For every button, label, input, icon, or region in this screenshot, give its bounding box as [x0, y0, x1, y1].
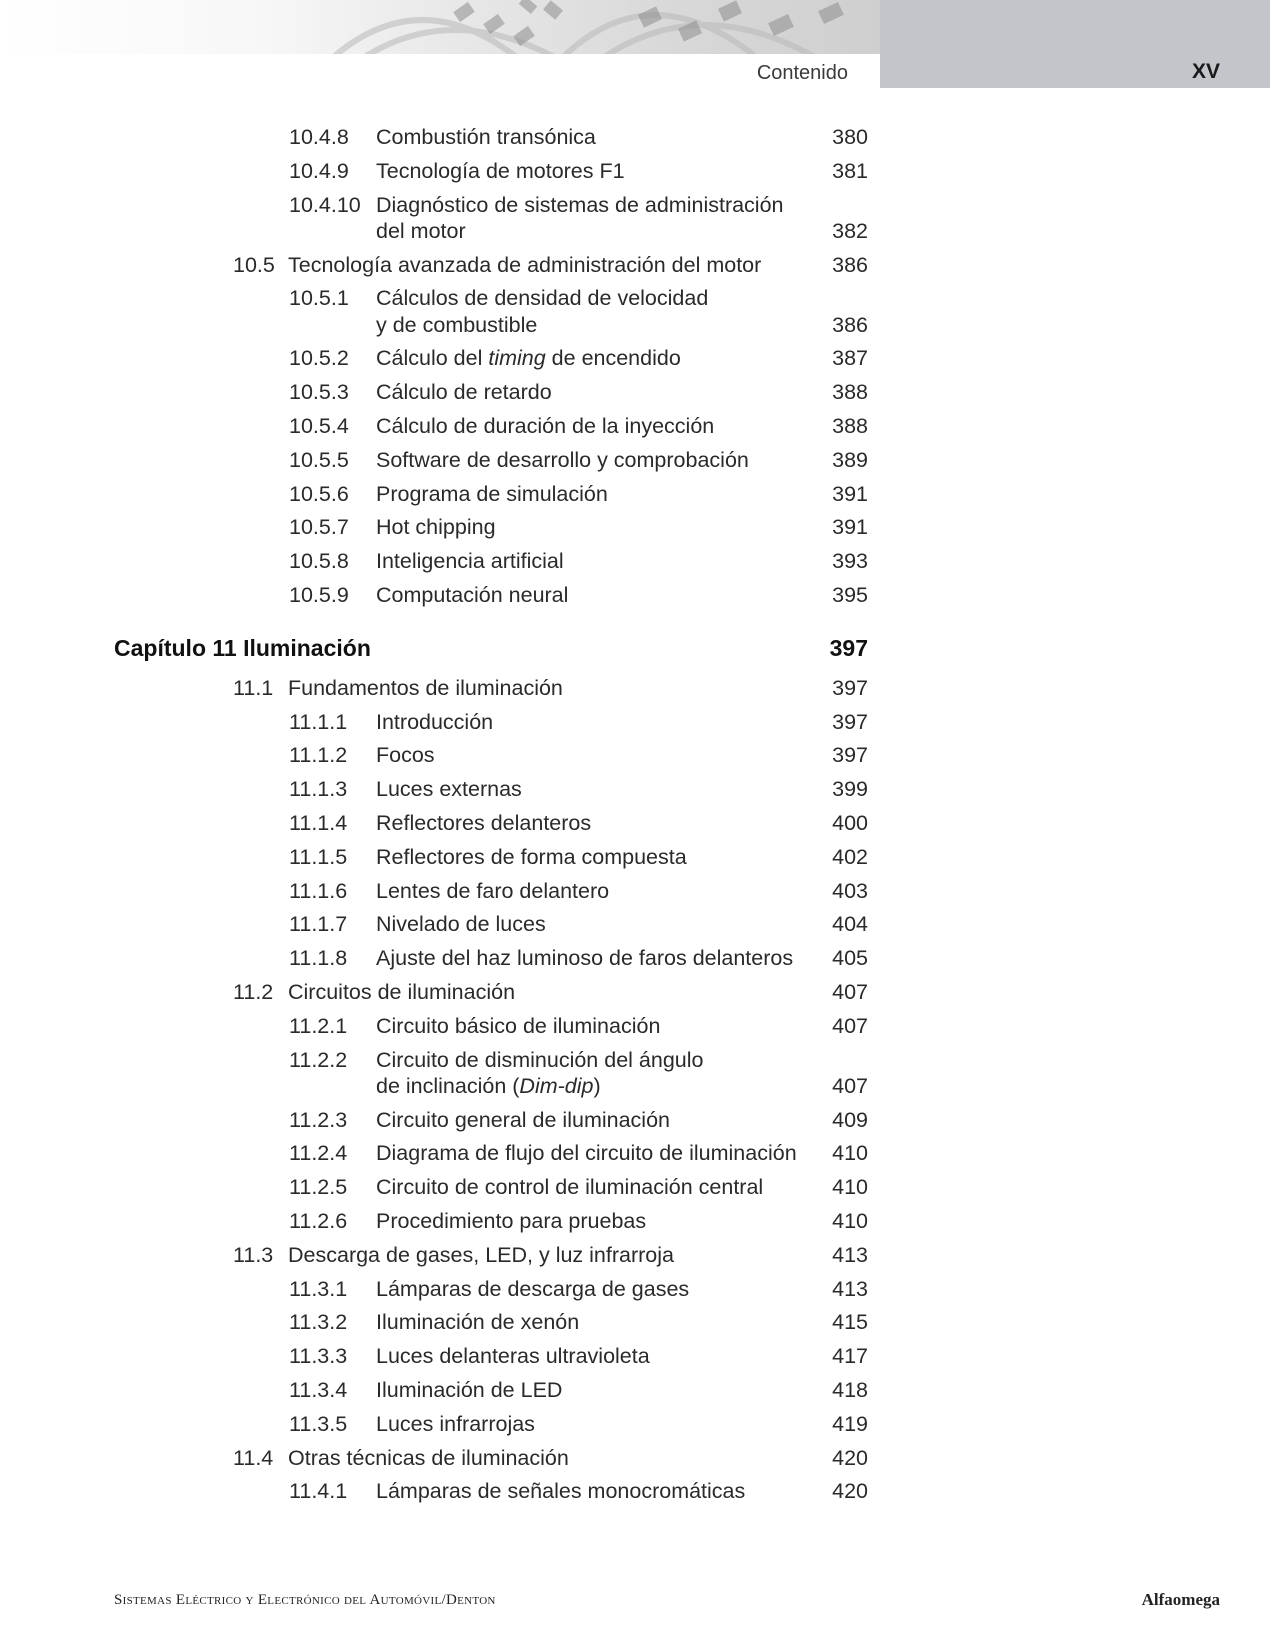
- toc-section-title: [376, 945, 793, 972]
- toc-section-title: [376, 1140, 797, 1167]
- toc-section-number: 10.5.9: [289, 583, 349, 607]
- toc-section-title: [376, 1174, 763, 1201]
- toc-section-number: 10.5.1: [289, 286, 349, 311]
- toc-title-line: Luces delanteras ultravioleta: [376, 1344, 650, 1369]
- toc-section-number: 11.1.6: [289, 878, 348, 903]
- toc-title-line: Circuito básico de iluminación: [376, 1013, 661, 1038]
- toc-page-number: 397: [832, 675, 868, 700]
- toc-section-title: [376, 1013, 660, 1040]
- toc-section-number: 10.5.2: [289, 346, 349, 371]
- toc-section-number: 11.2: [233, 980, 274, 1004]
- toc-section-number: 11.1.2: [289, 743, 348, 768]
- toc-section-title: [288, 1242, 674, 1269]
- toc-title-line: Procedimiento para pruebas: [376, 1209, 647, 1233]
- toc-title-line: Otras técnicas de iluminación: [288, 1445, 569, 1470]
- toc-title-line: Iluminación de LED: [376, 1378, 563, 1402]
- toc-section-number: 11.1: [233, 675, 274, 700]
- toc-title-line: y de combustible: [376, 312, 538, 337]
- toc-page-number: 410: [832, 1141, 868, 1166]
- toc-page-number: 407: [832, 1073, 868, 1098]
- toc-page-number: 420: [832, 1445, 868, 1470]
- toc-section-title: [376, 158, 625, 185]
- toc-page-number: 397: [832, 743, 868, 768]
- toc-section-number: 10.5.6: [289, 481, 349, 506]
- toc-title-line: Cálculo de duración de la inyección: [376, 414, 715, 438]
- page-number: XV: [1191, 60, 1220, 83]
- toc-page-number: 413: [832, 1242, 868, 1267]
- toc-page-number: 382: [832, 218, 868, 243]
- toc-page-number: 397: [832, 709, 868, 734]
- toc-page-number: 393: [832, 549, 868, 574]
- toc-section-title: [376, 878, 609, 905]
- toc-page-number: 415: [832, 1310, 868, 1335]
- toc-title-line: Software de desarrollo y comprobación: [376, 447, 749, 472]
- toc-section-title: [376, 1478, 745, 1505]
- toc-title-line: Focos: [376, 743, 435, 768]
- toc-section-number: 11.1.7: [289, 912, 348, 937]
- toc-section-number: 10.5: [233, 252, 275, 277]
- toc-title-line: Programa de simulación: [376, 481, 608, 506]
- toc-section-number: 11.2.5: [289, 1175, 348, 1200]
- toc-section-number: 11.2.3: [289, 1107, 348, 1132]
- toc-section-number: 11.3.3: [289, 1344, 348, 1369]
- toc-section-title: [376, 1411, 535, 1438]
- toc-page-number: 386: [832, 312, 868, 337]
- toc-page-number: 387: [832, 346, 868, 371]
- toc-chapter-title: Capítulo 11 Iluminación: [114, 634, 371, 661]
- toc-section-number: 10.5.4: [289, 414, 349, 438]
- toc-title-line: Inteligencia artificial: [376, 549, 564, 574]
- toc-page-number: 410: [832, 1209, 868, 1233]
- toc-title-line: Tecnología avanzada de administración del motor: [288, 252, 762, 277]
- toc-section-number: 11.4.1: [289, 1479, 348, 1504]
- toc-title-line: de inclinación (Dim-dip): [376, 1073, 601, 1098]
- toc-section-title: [376, 124, 596, 151]
- toc-section-number: 11.1.4: [289, 811, 348, 835]
- toc-section-number: 11.2.1: [289, 1013, 348, 1038]
- toc-page-number: 391: [832, 481, 868, 506]
- toc-title-line: Reflectores de forma compuesta: [376, 844, 687, 869]
- toc-page-number: 404: [832, 912, 868, 937]
- toc-section-title: [376, 1377, 562, 1404]
- toc-section-title: [376, 285, 708, 338]
- toc-title-line: Iluminación de xenón: [376, 1310, 580, 1335]
- toc-section-number: 11.2.6: [289, 1209, 348, 1233]
- toc-page-number: 402: [832, 844, 868, 869]
- toc-title-line: Circuitos de iluminación: [288, 980, 516, 1004]
- toc-section-title: [376, 548, 564, 575]
- toc-section-title: [376, 582, 568, 609]
- toc-title-line: Tecnología de motores F1: [376, 158, 625, 183]
- toc-page-number: 391: [832, 515, 868, 540]
- toc-section-number: 10.4.10: [289, 192, 361, 217]
- toc-title-line: Circuito de control de iluminación central: [376, 1175, 764, 1200]
- toc-page-number: 381: [832, 158, 868, 183]
- toc-title-line: Lentes de faro delantero: [376, 878, 610, 903]
- toc-section-number: 10.5.5: [289, 447, 349, 472]
- toc-page-number: 405: [832, 946, 868, 971]
- toc-section-number: 11.1.1: [289, 709, 348, 734]
- toc-page-number: 410: [832, 1175, 868, 1200]
- footer-book-title: Sistemas Eléctrico y Electrónico del Automóvil/Denton: [114, 1592, 496, 1608]
- toc-section-number: 11.1.3: [289, 777, 348, 802]
- toc-section-number: 11.3.5: [289, 1411, 348, 1436]
- footer-publisher: Alfaomega: [1141, 1590, 1220, 1609]
- toc-page-number: 413: [832, 1276, 868, 1301]
- toc-title-line: Introducción: [376, 709, 494, 734]
- toc-page-number: 388: [832, 380, 868, 405]
- toc-title-line: Reflectores delanteros: [376, 811, 592, 835]
- toc-page-number: 388: [832, 414, 868, 438]
- toc-title-line: Diagnóstico de sistemas de administración: [376, 192, 784, 217]
- toc-section-number: 11.1.8: [289, 946, 348, 971]
- toc-section-title: [376, 379, 552, 406]
- toc-page-number: 380: [832, 125, 868, 149]
- toc-section-title: [376, 1107, 670, 1134]
- toc-title-line: Circuito general de iluminación: [376, 1107, 670, 1132]
- toc-section-title: [288, 252, 761, 279]
- toc-section-title: [288, 675, 563, 702]
- toc-title-line: Cálculos de densidad de velocidad: [376, 286, 709, 311]
- toc-section-number: 10.5.3: [289, 380, 349, 405]
- toc-title-line: Lámparas de señales monocromáticas: [376, 1479, 746, 1504]
- running-head: Contenido: [756, 62, 848, 84]
- toc-title-line: Ajuste del haz luminoso de faros delanteros: [376, 946, 794, 971]
- toc-section-title: [376, 1208, 646, 1235]
- toc-title-line: Luces externas: [376, 777, 522, 802]
- toc-section-number: 11.3.4: [289, 1378, 348, 1402]
- toc-section-title: [376, 345, 681, 372]
- toc-title-line: Descarga de gases, LED, y luz infrarroja: [288, 1242, 674, 1267]
- toc-title-line: Hot chipping: [376, 515, 496, 540]
- toc-page-number: 409: [832, 1107, 868, 1132]
- toc-page-number: 386: [832, 252, 868, 277]
- toc-title-line: Combustión transónica: [376, 125, 596, 149]
- toc-section-number: 10.5.7: [289, 515, 349, 540]
- toc-section-title: [288, 979, 515, 1006]
- toc-section-number: 11.3.1: [289, 1276, 348, 1301]
- toc-section-title: [288, 1445, 569, 1472]
- toc-section-number: 10.5.8: [289, 549, 349, 574]
- toc-page-number: 403: [832, 878, 868, 903]
- toc-section-title: [376, 1276, 689, 1303]
- toc-title-line: Circuito de disminución del ángulo: [376, 1047, 704, 1072]
- toc-section-number: 11.4: [233, 1445, 274, 1470]
- toc-page-number: 418: [832, 1378, 868, 1402]
- toc-title-line: Diagrama de flujo del circuito de iluminación: [376, 1141, 797, 1166]
- toc-page-number: 395: [832, 583, 868, 607]
- toc-section-title: [376, 447, 749, 474]
- toc-page-number: 407: [832, 980, 868, 1004]
- toc-page-number: 419: [832, 1411, 868, 1436]
- toc-section-title: [376, 911, 546, 938]
- toc-section-title: [376, 810, 591, 837]
- toc-page-number: 407: [832, 1013, 868, 1038]
- toc-section-number: 10.4.9: [289, 158, 349, 183]
- toc-section-title: [376, 1309, 579, 1336]
- toc-title-line: Nivelado de luces: [376, 912, 546, 937]
- toc-section-number: 11.1.5: [289, 844, 348, 869]
- toc-title-line: Fundamentos de iluminación: [288, 675, 563, 700]
- toc-section-number: 11.3: [233, 1242, 274, 1267]
- toc-section-number: 11.2.4: [289, 1141, 348, 1166]
- toc-page-number: 420: [832, 1479, 868, 1504]
- toc-section-number: 11.2.2: [289, 1047, 348, 1072]
- toc-page-number: 399: [832, 777, 868, 802]
- toc-section-title: [376, 1343, 650, 1370]
- toc-section-number: 11.3.2: [289, 1310, 348, 1335]
- toc-section-title: [376, 776, 522, 803]
- toc-page-number: 397: [829, 634, 868, 661]
- toc-title-line: Cálculo de retardo: [376, 380, 552, 405]
- toc-section-title: [376, 1047, 703, 1100]
- toc-section-title: [376, 413, 714, 440]
- toc-page-number: 417: [832, 1344, 868, 1369]
- toc-title-line: Lámparas de descarga de gases: [376, 1276, 690, 1301]
- toc-section-title: [376, 192, 784, 245]
- toc-section-title: [376, 709, 493, 736]
- toc-title-line: Cálculo del timing de encendido: [376, 346, 681, 371]
- toc-title-line: Luces infrarrojas: [376, 1411, 535, 1436]
- toc-section-title: [376, 742, 435, 769]
- toc-section-title: [376, 844, 687, 871]
- toc-page-number: 400: [832, 811, 868, 835]
- toc-title-line: Computación neural: [376, 583, 569, 607]
- toc-page-number: 389: [832, 447, 868, 472]
- toc-section-title: [376, 514, 496, 541]
- toc-section-title: [376, 481, 608, 508]
- toc-title-line: del motor: [376, 218, 466, 243]
- toc-section-number: 10.4.8: [289, 125, 349, 149]
